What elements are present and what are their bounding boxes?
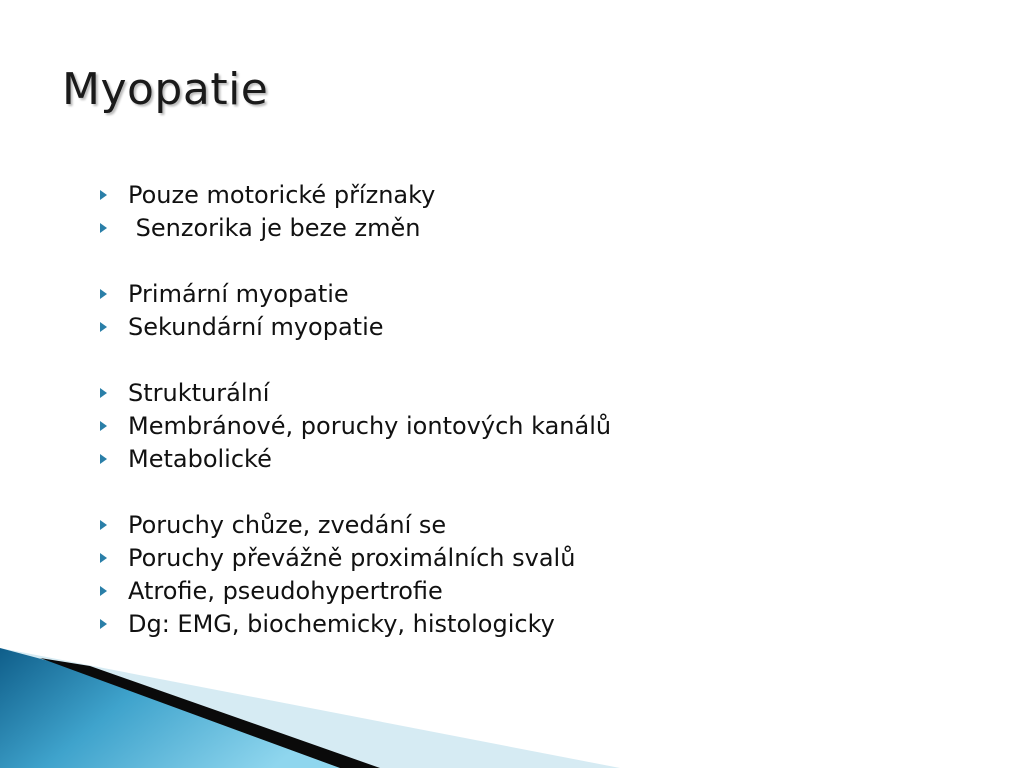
bullet-text: Pouze motorické příznaky xyxy=(128,181,436,209)
bullet-arrow-icon xyxy=(100,289,107,299)
bullet-text: Metabolické xyxy=(128,445,272,473)
bullet-text: Dg: EMG, biochemicky, histologicky xyxy=(128,610,555,638)
bullet-arrow-icon xyxy=(100,454,107,464)
bullet-item xyxy=(100,575,960,608)
bullet-arrow-icon xyxy=(100,223,107,233)
bullet-text: Senzorika je beze změn xyxy=(128,214,421,242)
bullet-text: Membránové, poruchy iontových kanálů xyxy=(128,412,612,440)
bullet-arrow-icon xyxy=(100,322,107,332)
bullet-item xyxy=(100,311,960,344)
bullet-text: Sekundární myopatie xyxy=(128,313,384,341)
bullet-list xyxy=(100,179,960,641)
bullet-item xyxy=(100,608,960,641)
bullet-spacer xyxy=(100,245,960,278)
bullet-text: Strukturální xyxy=(128,379,270,407)
bullet-spacer xyxy=(100,476,960,509)
bullet-arrow-icon xyxy=(100,619,107,629)
bullet-item xyxy=(100,212,960,245)
bullet-item xyxy=(100,542,960,575)
slide-title: Myopatie xyxy=(62,64,269,115)
bullet-text: Primární myopatie xyxy=(128,280,349,308)
bullet-item xyxy=(100,377,960,410)
bullet-item xyxy=(100,509,960,542)
bullet-item xyxy=(100,443,960,476)
bullet-arrow-icon xyxy=(100,421,107,431)
bullet-arrow-icon xyxy=(100,190,107,200)
bullet-text: Atrofie, pseudohypertrofie xyxy=(128,577,443,605)
bullet-arrow-icon xyxy=(100,553,107,563)
bullet-arrow-icon xyxy=(100,586,107,596)
bullet-text: Poruchy chůze, zvedání se xyxy=(128,511,447,539)
bullet-arrow-icon xyxy=(100,520,107,530)
bullet-item xyxy=(100,179,960,212)
corner-decoration xyxy=(0,640,1024,768)
bullet-spacer xyxy=(100,344,960,377)
bullet-item xyxy=(100,278,960,311)
bullet-arrow-icon xyxy=(100,388,107,398)
bullet-text: Poruchy převážně proximálních svalů xyxy=(128,544,576,572)
bullet-item xyxy=(100,410,960,443)
